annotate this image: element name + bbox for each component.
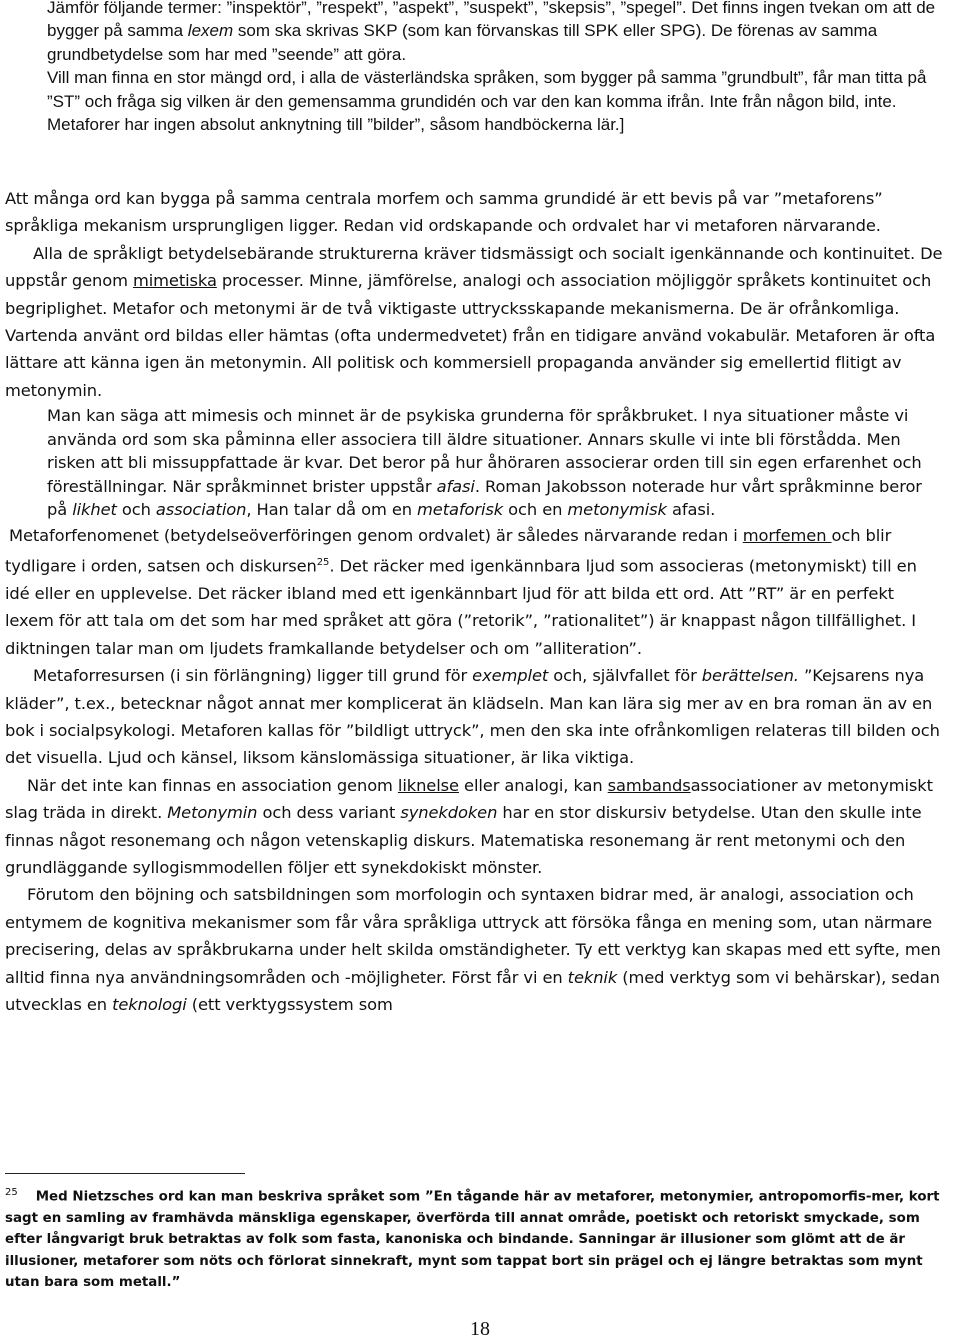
page-number: 18 [470, 1318, 490, 1340]
footnote-number: 25 [5, 1187, 18, 1198]
footnote-divider [5, 1173, 245, 1174]
paragraph-2: Alla de språkligt betydelsebärande strukturerna kräver tidsmässigt och socialt igenkännande och kontinuitet. De uppstår genom mimetiska processer. Minne, jämförelse, analogi och association möjliggör språkets kontinuitet och begriplighet. Metafor och metonymi är de två viktigaste uttrycksskapande mekanismerna. De är ofrånkomliga. Vartenda använt ord bildas eller hämtas (ofta undermedvetet) från en tidigare använd vokabulär. Metaforen är ofta lättare att känna igen än metonymin. All politisk och kommersiell propaganda använder sig emellertid flitigt av metonymin. [5, 243, 943, 400]
paragraph-4: Metaforfenomenet (betydelseöverföringen genom ordvalet) är således närvarande redan i morfemen och blir tydligare i orden, satsen och diskursen$^{25}$. Det räcker med igenkännbara ljud som associeras (metonymiskt) till en idé eller en upplevelse. Det räcker ibland med ett igenkännbart ljud för att bilda ett ord. Att ”RT” är en perfekt lexem för att tala om det som har med språket att göra (”retorik”, ”rationalitet”) är knappast någon tillfällighet. I diktningen talar man om ljudets framkallande betydelser och om ”alliteration”. [5, 525, 917, 658]
underlined-term: mimetiska [132, 271, 217, 291]
footnote-reference[interactable]: 25 [316, 557, 330, 569]
intro-block [47, 0, 937, 136]
intro-paragraph-2: Vill man finna en stor mängd ord, i alla de västerländska språken, som bygger på samma ”grundbult”, får man titta på ”ST” och fråga sig vilken är den gemensamma grundidén och var den kan komma ifrån. Inte från någon bild, inte. Metaforer har ingen absolut anknytning till ”bilder”, såsom handböckerna lär.] [47, 68, 927, 135]
footnote [5, 1182, 945, 1294]
paragraph-3: Man kan säga att mimesis och minnet är de psykiska grunderna för språkbruket. I nya situationer måste vi använda ord som ska påminna eller associera till äldre situationer. Annars skulle vi inte bli förstådda. Men risken att bli missuppfattade är kvar. Det beror på hur åhöraren associerar orden till sin egen erfarenhet och föreställningar. När språkminnet brister uppstår afasi. Roman Jakobsson noterade hur vårt språkminne beror på likhet och association, Han talar då om en metaforisk och en metonymisk afasi. [47, 406, 922, 520]
main-text [5, 185, 943, 1018]
paragraph-6: När det inte kan finnas en association genom liknelse eller analogi, kan sambandsassociationer av metonymiskt slag träda in direkt. Metonymin och dess variant synekdoken har en stor diskursiv betydelse. Utan den skulle inte finnas något resonemang och någon vetenskaplig diskurs. Matematiska resonemang är rent metonymi och den grundläggande syllogismmodellen följer ett synekdokiskt mönster. [5, 775, 933, 878]
paragraph-5: Metaforresursen (i sin förlängning) ligger till grund för exemplet och, självfallet för berättelsen. ”Kejsarens nya kläder”, t.ex., betecknar något annat mer komplicerat än klädseln. Man kan lära sig mer av en bra roman än av en bok i socialpsykologi. Metaforen kallas för ”bildligt uttryck”, men den ska inte ofrånkomligen relateras till bilden och det visuella. Ljud och känsel, liksom känslomässiga situationer, är lika viktiga. [5, 666, 940, 768]
italic-term: lexem [187, 21, 234, 41]
paragraph-1: Att många ord kan bygga på samma centrala morfem och samma grundidé är ett bevis på var ”metaforens” språkliga mekanism ursprungligen ligger. Redan vid ordskapande och ordvalet har vi metaforen närvarande. [5, 189, 883, 236]
footnote-text: Med Nietzsches ord kan man beskriva språket som ”En tågande här av metaforer, metonymier, antropomorfis-mer, kort sagt en samling av framhävda mänskliga egenskaper, överförda till annat område, poetiskt och retoriskt smyckade, som efter långvarigt bruk betraktas av folk som fasta, kanoniska och bindande. Sanningar är illusioner som glömt att de är illusioner, metaforer som nöts och förlorat sinnekraft, mynt som tappat bort sin prägel och ej längre betraktas som mynt utan bara som metall.” [5, 1189, 940, 1291]
paragraph-7: Förutom den böjning och satsbildningen som morfologin och syntaxen bidrar med, är analogi, association och entymem de kognitiva mekanismer som får våra språkliga uttryck att försöka fånga en mening som, utan närmare precisering, delas av språkbrukarna under helt skilda omständigheter. Ty ett verktyg kan skapas med ett syfte, men alltid finna nya användningsområden och -möjligheter. Först får vi en teknik (med verktyg som vi behärskar), sedan utvecklas en teknologi (ett verktygssystem som [5, 885, 941, 1015]
intro-paragraph: Jämför följande termer: ”inspektör”, ”respekt”, ”aspekt”, ”suspekt”, ”skepsis”, ”spegel”. Det finns ingen tvekan om att de bygger på samma lexem som ska skrivas SKP (som kan förvanskas till SPK eller SPG). De förenas av samma grundbetydelse som har med ”seende” att göra. [47, 0, 936, 64]
